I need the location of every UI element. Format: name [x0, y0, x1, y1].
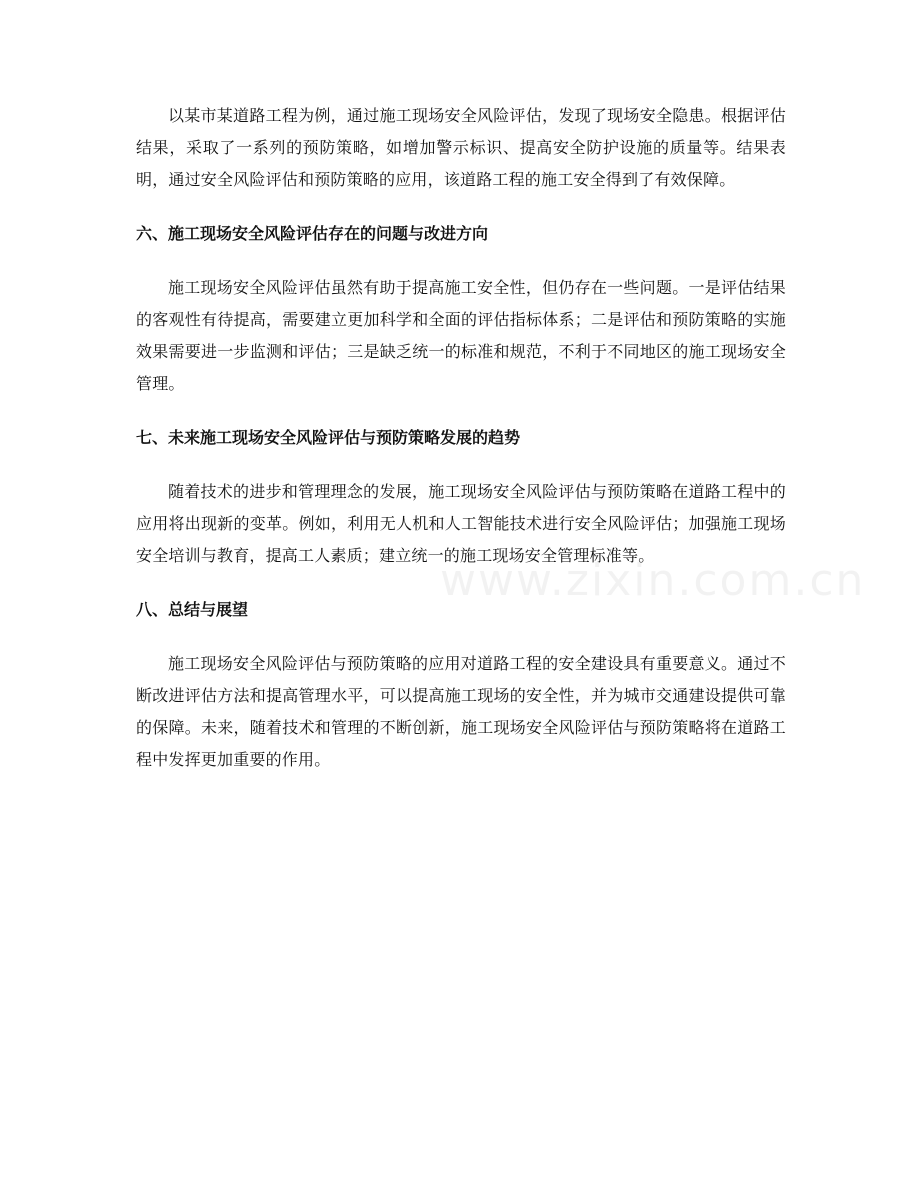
section-paragraph-8: 施工现场安全风险评估与预防策略的应用对道路工程的安全建设具有重要意义。通过不断改进评估方法和提高管理水平，可以提高施工现场的安全性，并为城市交通建设提供可靠的保障。未来，随着技术和管理的不断创新，施工现场安全风险评估与预防策略将在道路工程中发挥更加重要的作用。 — [136, 654, 786, 769]
spacer — [136, 250, 786, 272]
section-heading-8: 八、总结与展望 — [136, 600, 249, 619]
spacer — [136, 626, 786, 648]
spacer — [136, 400, 786, 422]
section-paragraph-6: 施工现场安全风险评估虽然有助于提高施工安全性，但仍存在一些问题。一是评估结果的客观性有待提高，需要建立更加科学和全面的评估指标体系；二是评估和预防策略的实施效果需要进一步监测和评估；三是缺乏统一的标准和规范，不利于不同地区的施工现场安全管理。 — [136, 278, 786, 393]
spacer — [136, 572, 786, 594]
intro-paragraph: 以某市某道路工程为例，通过施工现场安全风险评估，发现了现场安全隐患。根据评估结果，采取了一系列的预防策略，如增加警示标识、提高安全防护设施的质量等。结果表明，通过安全风险评估和预防策略的应用，该道路工程的施工安全得到了有效保障。 — [136, 106, 786, 189]
section-heading-7: 七、未来施工现场安全风险评估与预防策略发展的趋势 — [136, 428, 521, 447]
section-heading-6: 六、施工现场安全风险评估存在的问题与改进方向 — [136, 224, 489, 243]
document-body — [136, 100, 786, 776]
section-paragraph-7: 随着技术的进步和管理理念的发展，施工现场安全风险评估与预防策略在道路工程中的应用将出现新的变革。例如，利用无人机和人工智能技术进行安全风险评估；加强施工现场安全培训与教育，提高工人素质；建立统一的施工现场安全管理标准等。 — [136, 482, 786, 565]
watermark: www.zixin.com.cn — [440, 555, 866, 606]
spacer — [136, 454, 786, 476]
spacer — [136, 196, 786, 218]
